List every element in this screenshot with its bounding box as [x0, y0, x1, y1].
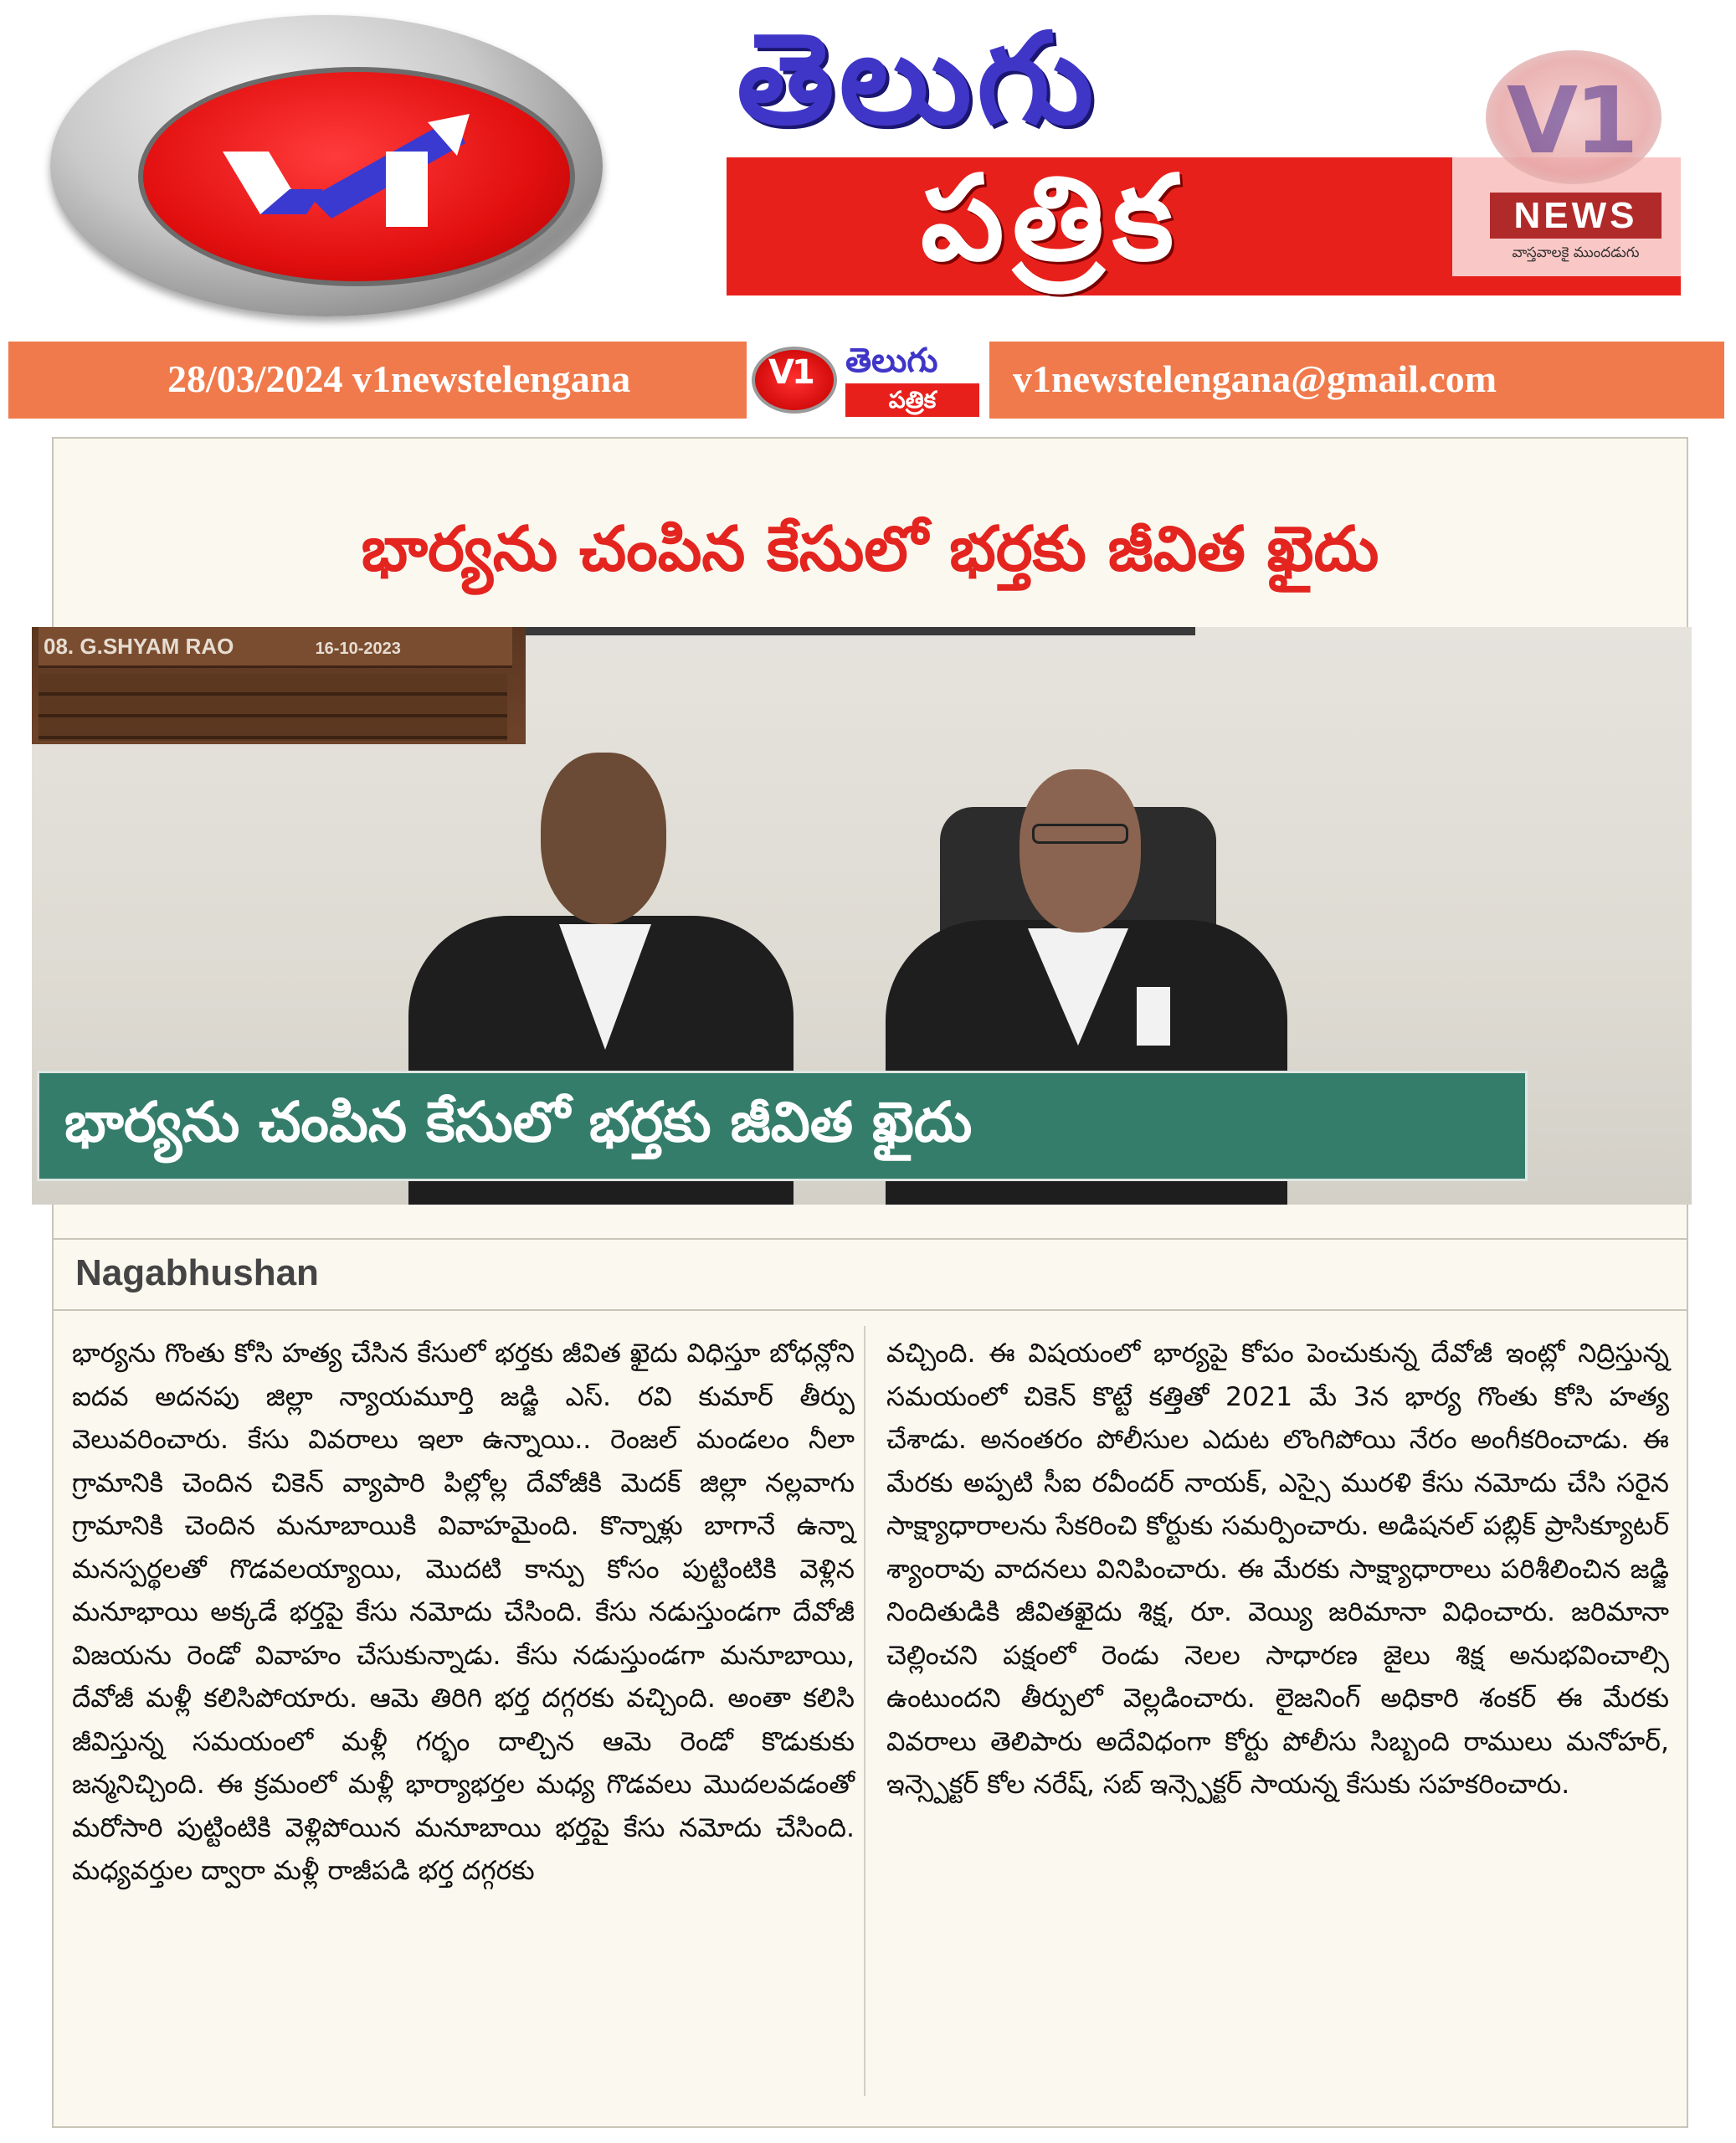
masthead-title-telugu: తెలుగు: [737, 7, 1099, 152]
date-site-label: 28/03/2024 v1newstelengana: [167, 357, 631, 400]
email-label: v1newstelengana@gmail.com: [1013, 357, 1497, 400]
v1-news-badge: [1452, 50, 1695, 276]
name-board-title: [39, 627, 512, 668]
byline-rule-bottom: [54, 1309, 1687, 1311]
name-board-name: 08. G.SHYAM RAO: [44, 634, 234, 659]
v1-logo-mark-icon: [143, 72, 570, 281]
article-photo: [32, 627, 1692, 1205]
mini-logo: [747, 342, 989, 419]
byline-rule-top: [54, 1238, 1687, 1240]
name-board: [32, 627, 526, 744]
glasses-icon: [1032, 824, 1128, 844]
badge-logo-text: V1: [1507, 67, 1636, 174]
article-body-right: వచ్చింది. ఈ విషయంలో భార్యపై కోపం పెంచుకున్న దేవోజీ ఇంట్లో నిద్రిస్తున్న సమయంలో చికెన్ కొట్టే కత్తితో 2021 మే 3న భార్య గొంతు కోసి హత్య చేశాడు. అనంతరం పోలీసుల ఎదుట లొంగిపోయి నేరం అంగీకరించాడు. ఈ మేరకు అప్పటి సీఐ రవీందర్ నాయక్, ఎస్సై మురళి కేసు నమోదు చేసి సరైన సాక్ష్యాధారాలను సేకరించి కోర్టుకు సమర్పించారు. అడిషనల్ పబ్లిక్ ప్రాసిక్యూటర్ శ్యాంరావు వాదనలు వినిపించారు. ఈ మేరకు సాక్ష్యాధారాలు పరిశీలించిన జడ్జి నిందితుడికి జీవితఖైదు శిక్ష, రూ. వెయ్యి జరిమానా విధించారు. జరిమానా చెల్లించని పక్షంలో రెండు నెలల సాధారణ జైలు శిక్ష అనుభవించాల్సి ఉంటుందని తీర్పులో వెల్లడించారు. లైజనింగ్ అధికారి శంకర్ ఈ మేరకు వివరాలు తెలిపారు అదేవిధంగా కోర్టు పోలీసు సిబ్బంది రాములు మనోహర్, ఇన్స్పెక్టర్ కోల నరేష్, సబ్ ఇన్స్పెక్టర్ సాయన్న కేసుకు సహకరించారు.: [886, 1339, 1669, 1800]
name-board-date: 16-10-2023: [315, 640, 401, 658]
column-divider: [864, 1326, 865, 2096]
name-board-rows: [39, 674, 507, 741]
masthead-title-patrika: పత్రిక: [921, 151, 1183, 287]
badge-tagline: వాస్తవాలకై ముందడుగు: [1512, 244, 1640, 261]
wall-ledge: [526, 627, 1195, 635]
mini-subtitle: పత్రిక: [845, 383, 979, 417]
v1-logo: [50, 15, 603, 316]
article-headline: భార్యను చంపిన కేసులో భర్తకు జీవిత ఖైదు: [361, 513, 1379, 585]
person-left-head: [541, 753, 666, 924]
article-body-left: భార్యను గొంతు కోసి హత్య చేసిన కేసులో భర్తకు జీవిత ఖైదు విధిస్తూ బోధన్లోని ఐదవ అదనపు జిల్లా న్యాయమూర్తి జడ్జి ఎస్. రవి కుమార్ తీర్పు వెలువరించారు. కేసు వివరాలు ఇలా ఉన్నాయి.. రెంజల్ మండలం నీలా గ్రామానికి చెందిన చికెన్ వ్యాపారి పిల్లోల్ల దేవోజీకి మెదక్ జిల్లా నల్లవాగు గ్రామానికి చెందిన మనూబాయికి వివాహమైంది. కొన్నాళ్లు బాగానే ఉన్నా మనస్పర్థలతో గొడవలయ్యాయి, మొదటి కాన్పు కోసం పుట్టింటికి వెళ్లిన మనూభాయి అక్కడే భర్తపై కేసు నమోదు చేసింది. కేసు నడుస్తుండగా దేవోజీ విజయను రెండో వివాహం చేసుకున్నాడు. కేసు నడుస్తుండగా మనూబాయి, దేవోజీ మళ్లీ కలిసిపోయారు. ఆమె తిరిగి భర్త దగ్గరకు వచ్చింది. అంతా కలిసి జీవిస్తున్న సమయంలో మళ్లీ గర్భం దాల్చిన ఆమె రెండో కొడుకుకు జన్మనిచ్చింది. ఈ క్రమంలో మళ్లీ భార్యాభర్తల మధ్య గొడవలు మొదలవడంతో మరోసారి పుట్టింటికి వెళ్లిపోయిన మనూబాయి భర్తపై కేసు నమోదు చేసింది. మధ్యవర్తుల ద్వారా మళ్లీ రాజీపడి భర్త దగ్గరకు: [72, 1339, 855, 1886]
photo-caption: భార్యను చంపిన కేసులో భర్తకు జీవిత ఖైదు: [64, 1090, 973, 1154]
v1-logo-inner: [138, 67, 575, 286]
masthead: [0, 0, 1736, 326]
byline: Nagabhushan: [75, 1252, 319, 1293]
person-right-head: [1020, 769, 1141, 933]
mini-title: తెలుగు: [845, 342, 938, 380]
info-bar: [8, 342, 1724, 419]
badge-news-label: NEWS: [1490, 193, 1662, 239]
mini-logo-text: V1: [768, 353, 813, 392]
photo-caption-bar: [37, 1071, 1528, 1181]
person-right-band: [1137, 987, 1170, 1046]
article-box: [44, 437, 1688, 2128]
